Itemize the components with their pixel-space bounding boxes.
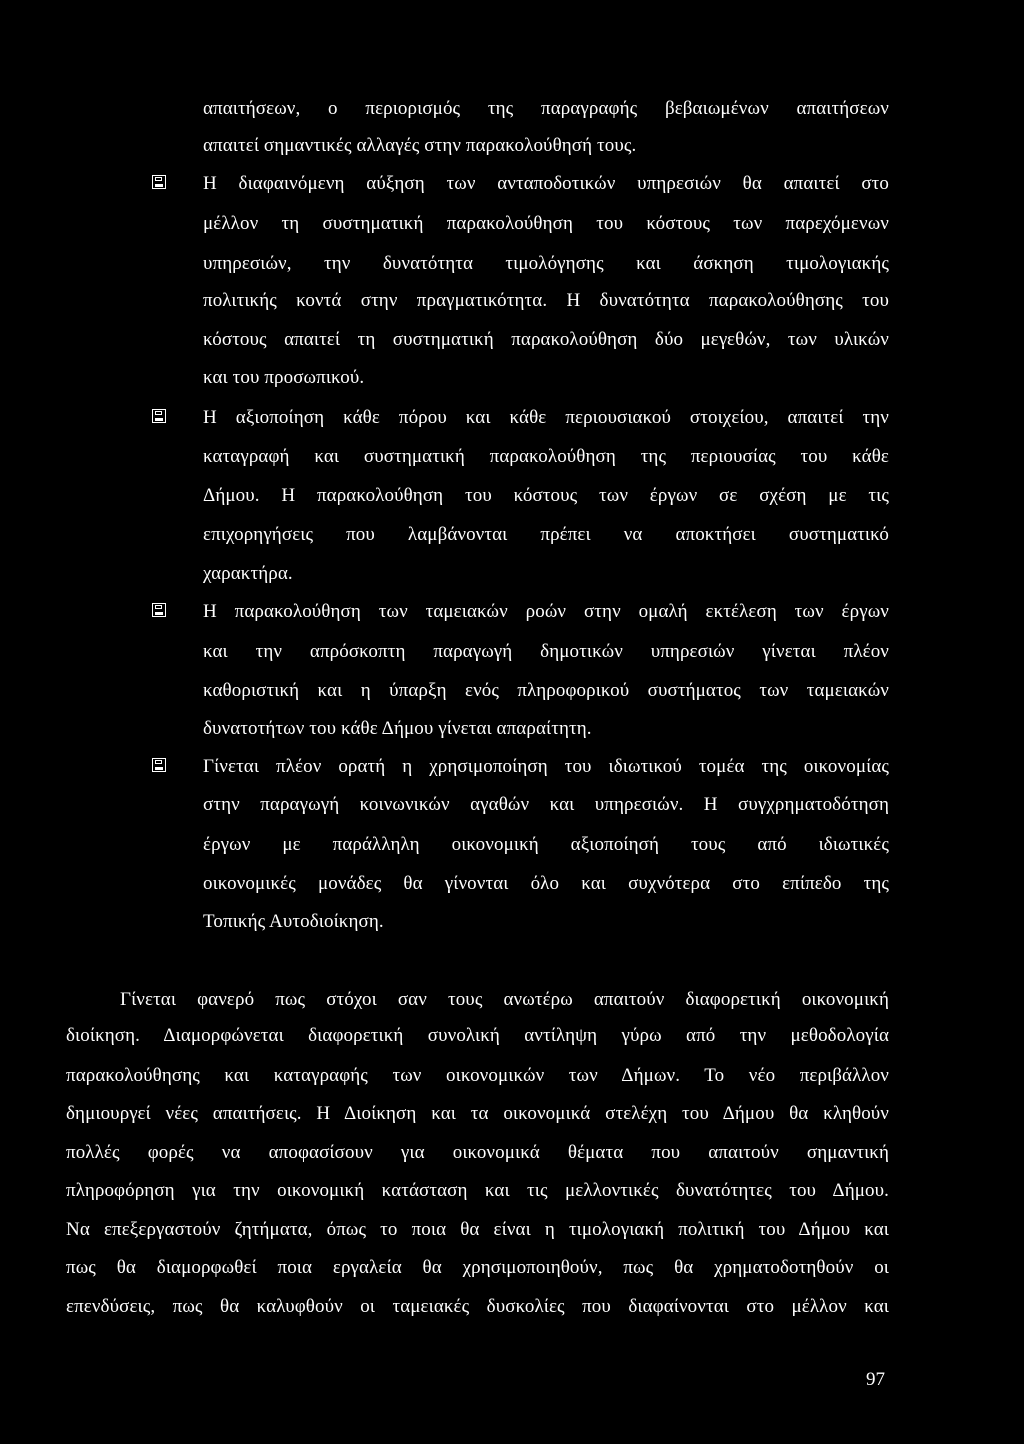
floppy-disk-icon — [152, 409, 166, 423]
text-line: έργων με παράλληλη οικονομική αξιοποίησή τους από ιδιωτικές — [203, 834, 889, 855]
text-line: Γίνεται πλέον ορατή η χρησιμοποίηση του ιδιωτικού τομέα της οικονομίας — [203, 756, 889, 777]
text-line: δημιουργεί νέες απαιτήσεις. Η Διοίκηση και τα οικονομικά στελέχη του Δήμου θα κληθούν — [66, 1103, 889, 1124]
text-line: Να επεξεργαστούν ζητήματα, όπως το ποια θα είναι η τιμολογιακή πολιτική του Δήμου και — [66, 1219, 889, 1240]
floppy-disk-icon — [152, 603, 166, 617]
text-line: Η αξιοποίηση κάθε πόρου και κάθε περιουσιακού στοιχείου, απαιτεί την — [203, 407, 889, 428]
text-line: Δήμου. Η παρακολούθηση του κόστους των έργων σε σχέση με τις — [203, 485, 889, 506]
text-line: κόστους απαιτεί τη συστηματική παρακολούθηση δύο μεγεθών, των υλικών — [203, 329, 889, 350]
text-line: καθοριστική και η ύπαρξη ενός πληροφορικού συστήματος των ταμειακών — [203, 680, 889, 701]
text-line: πληροφόρηση για την οικονομική κατάσταση και τις μελλοντικές δυνατότητες του Δήμου. — [66, 1180, 889, 1201]
text-line: Η παρακολούθηση των ταμειακών ροών στην ομαλή εκτέλεση των έργων — [203, 601, 889, 622]
text-line: διοίκηση. Διαμορφώνεται διαφορετική συνολική αντίληψη γύρω από την μεθοδολογία — [66, 1025, 889, 1046]
floppy-disk-icon — [152, 175, 166, 189]
text-line: στην παραγωγή κοινωνικών αγαθών και υπηρεσιών. Η συγχρηματοδότηση — [203, 794, 889, 815]
text-line: Η διαφαινόμενη αύξηση των ανταποδοτικών υπηρεσιών θα απαιτεί στο — [203, 173, 889, 194]
text-line: πολιτικής κοντά στην πραγματικότητα. Η δυνατότητα παρακολούθησης του — [203, 290, 889, 311]
text-line: υπηρεσιών, την δυνατότητα τιμολόγησης και άσκηση τιμολογιακής — [203, 253, 889, 274]
text-line: δυνατοτήτων του κάθε Δήμου γίνεται απαραίτητη. — [203, 718, 592, 739]
text-line: και του προσωπικού. — [203, 367, 365, 388]
text-line: και την απρόσκοπτη παραγωγή δημοτικών υπηρεσιών γίνεται πλέον — [203, 641, 889, 662]
text-line: επιχορηγήσεις που λαμβάνονται πρέπει να αποκτήσει συστηματικό — [203, 524, 889, 545]
text-line: οικονομικές μονάδες θα γίνονται όλο και συχνότερα στο επίπεδο της — [203, 873, 889, 894]
text-line: μέλλον τη συστηματική παρακολούθηση του κόστους των παρεχόμενων — [203, 213, 889, 234]
text-line: πως θα διαμορφωθεί ποια εργαλεία θα χρησιμοποιηθούν, πως θα χρηματοδοτηθούν οι — [66, 1257, 889, 1278]
text-line: Τοπικής Αυτοδιοίκηση. — [203, 911, 384, 932]
text-line: απαιτήσεων, ο περιορισμός της παραγραφής βεβαιωμένων απαιτήσεων — [203, 98, 889, 119]
text-line: Γίνεται φανερό πως στόχοι σαν τους ανωτέρω απαιτούν διαφορετική οικονομική — [120, 989, 889, 1010]
text-line: καταγραφή και συστηματική παρακολούθηση της περιουσίας του κάθε — [203, 446, 889, 467]
page-number: 97 — [866, 1369, 885, 1390]
text-line: επενδύσεις, πως θα καλυφθούν οι ταμειακές δυσκολίες που διαφαίνονται στο μέλλον και — [66, 1296, 889, 1317]
floppy-disk-icon — [152, 758, 166, 772]
text-line: παρακολούθησης και καταγραφής των οικονομικών των Δήμων. Το νέο περιβάλλον — [66, 1065, 889, 1086]
text-line: απαιτεί σημαντικές αλλαγές στην παρακολούθησή τους. — [203, 135, 637, 156]
text-line: πολλές φορές να αποφασίσουν για οικονομικά θέματα που απαιτούν σημαντική — [66, 1142, 889, 1163]
text-line: χαρακτήρα. — [203, 563, 293, 584]
